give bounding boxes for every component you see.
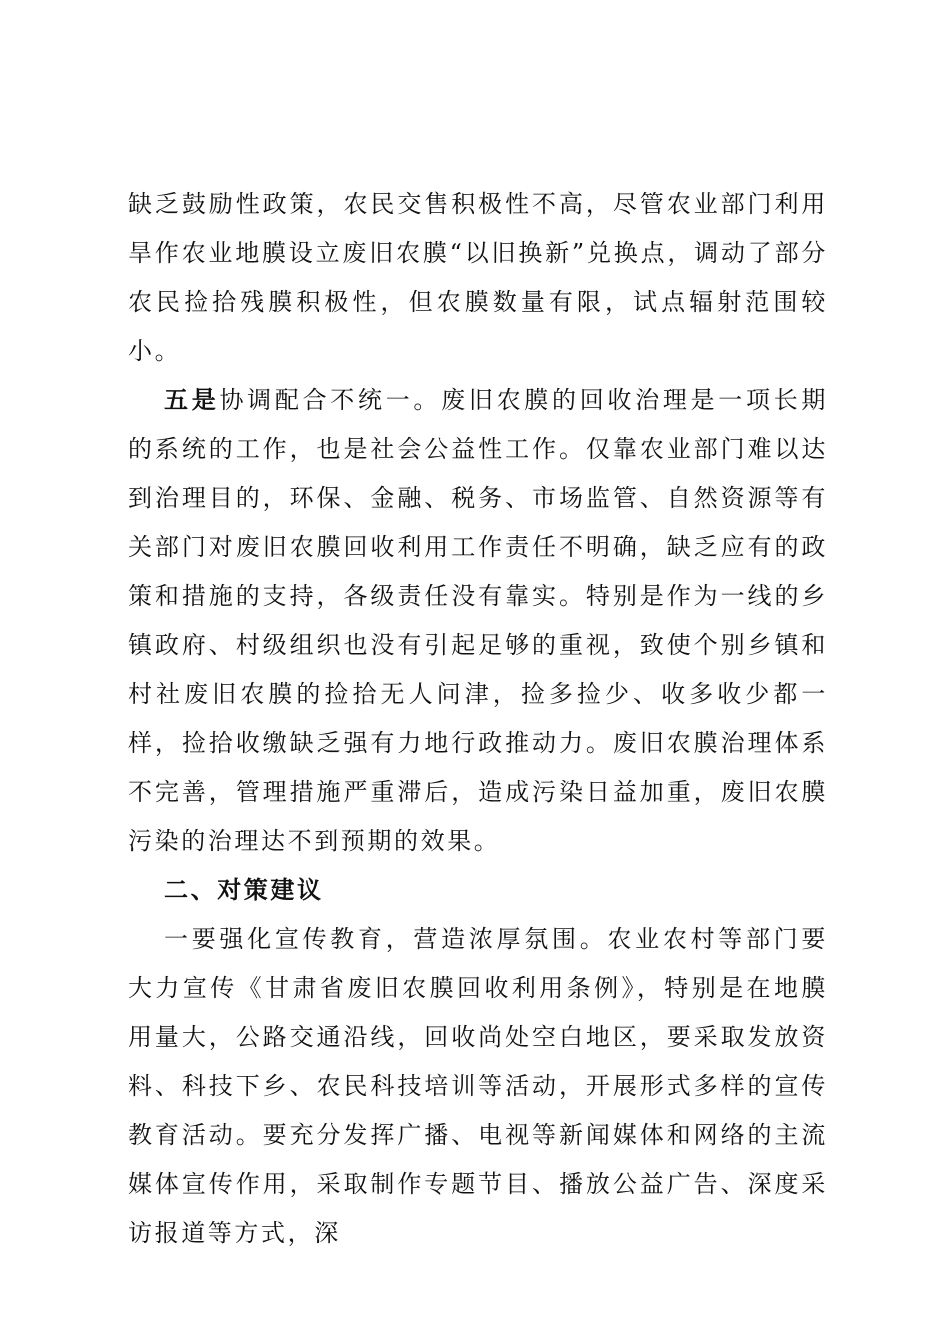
document-body [128, 180, 828, 1258]
paragraph-coordination-body: 协调配合不统一。废旧农膜的回收治理是一项长期的系统的工作，也是社会公益性工作。仅靠农业部门难以达到治理目的，环保、金融、税务、市场监管、自然资源等有关部门对废旧农膜回收利用工作责任不明确，缺乏应有的政策和措施的支持，各级责任没有靠实。特别是作为一线的乡镇政府、村级组织也没有引起足够的重视，致使个别乡镇和村社废旧农膜的捡拾无人问津，捡多捡少、收多收少都一样，捡拾收缴缺乏强有力地行政推动力。废旧农膜治理体系不完善，管理措施严重滞后，造成污染日益加重，废旧农膜污染的治理达不到预期的效果。 [128, 386, 829, 855]
paragraph-publicity: 一要强化宣传教育，营造浓厚氛围。农业农村等部门要大力宣传《甘肃省废旧农膜回收利用条例》，特别是在地膜用量大，公路交通沿线，回收尚处空白地区，要采取发放资料、科技下乡、农民科技培训等活动，开展形式多样的宣传教育活动。要充分发挥广播、电视等新闻媒体和网络的主流媒体宣传作用，采取制作专题节目、播放公益广告、深度采访报道等方式，深 [128, 925, 828, 1247]
paragraph-coordination [128, 376, 828, 866]
paragraph-continuation: 缺乏鼓励性政策，农民交售积极性不高，尽管农业部门利用旱作农业地膜设立废旧农膜“以旧换新”兑换点，调动了部分农民捡拾残膜积极性，但农膜数量有限，试点辐射范围较小。 [128, 190, 828, 365]
section-heading: 二、对策建议 [164, 876, 324, 904]
paragraph-lead-label: 五是 [164, 386, 220, 414]
